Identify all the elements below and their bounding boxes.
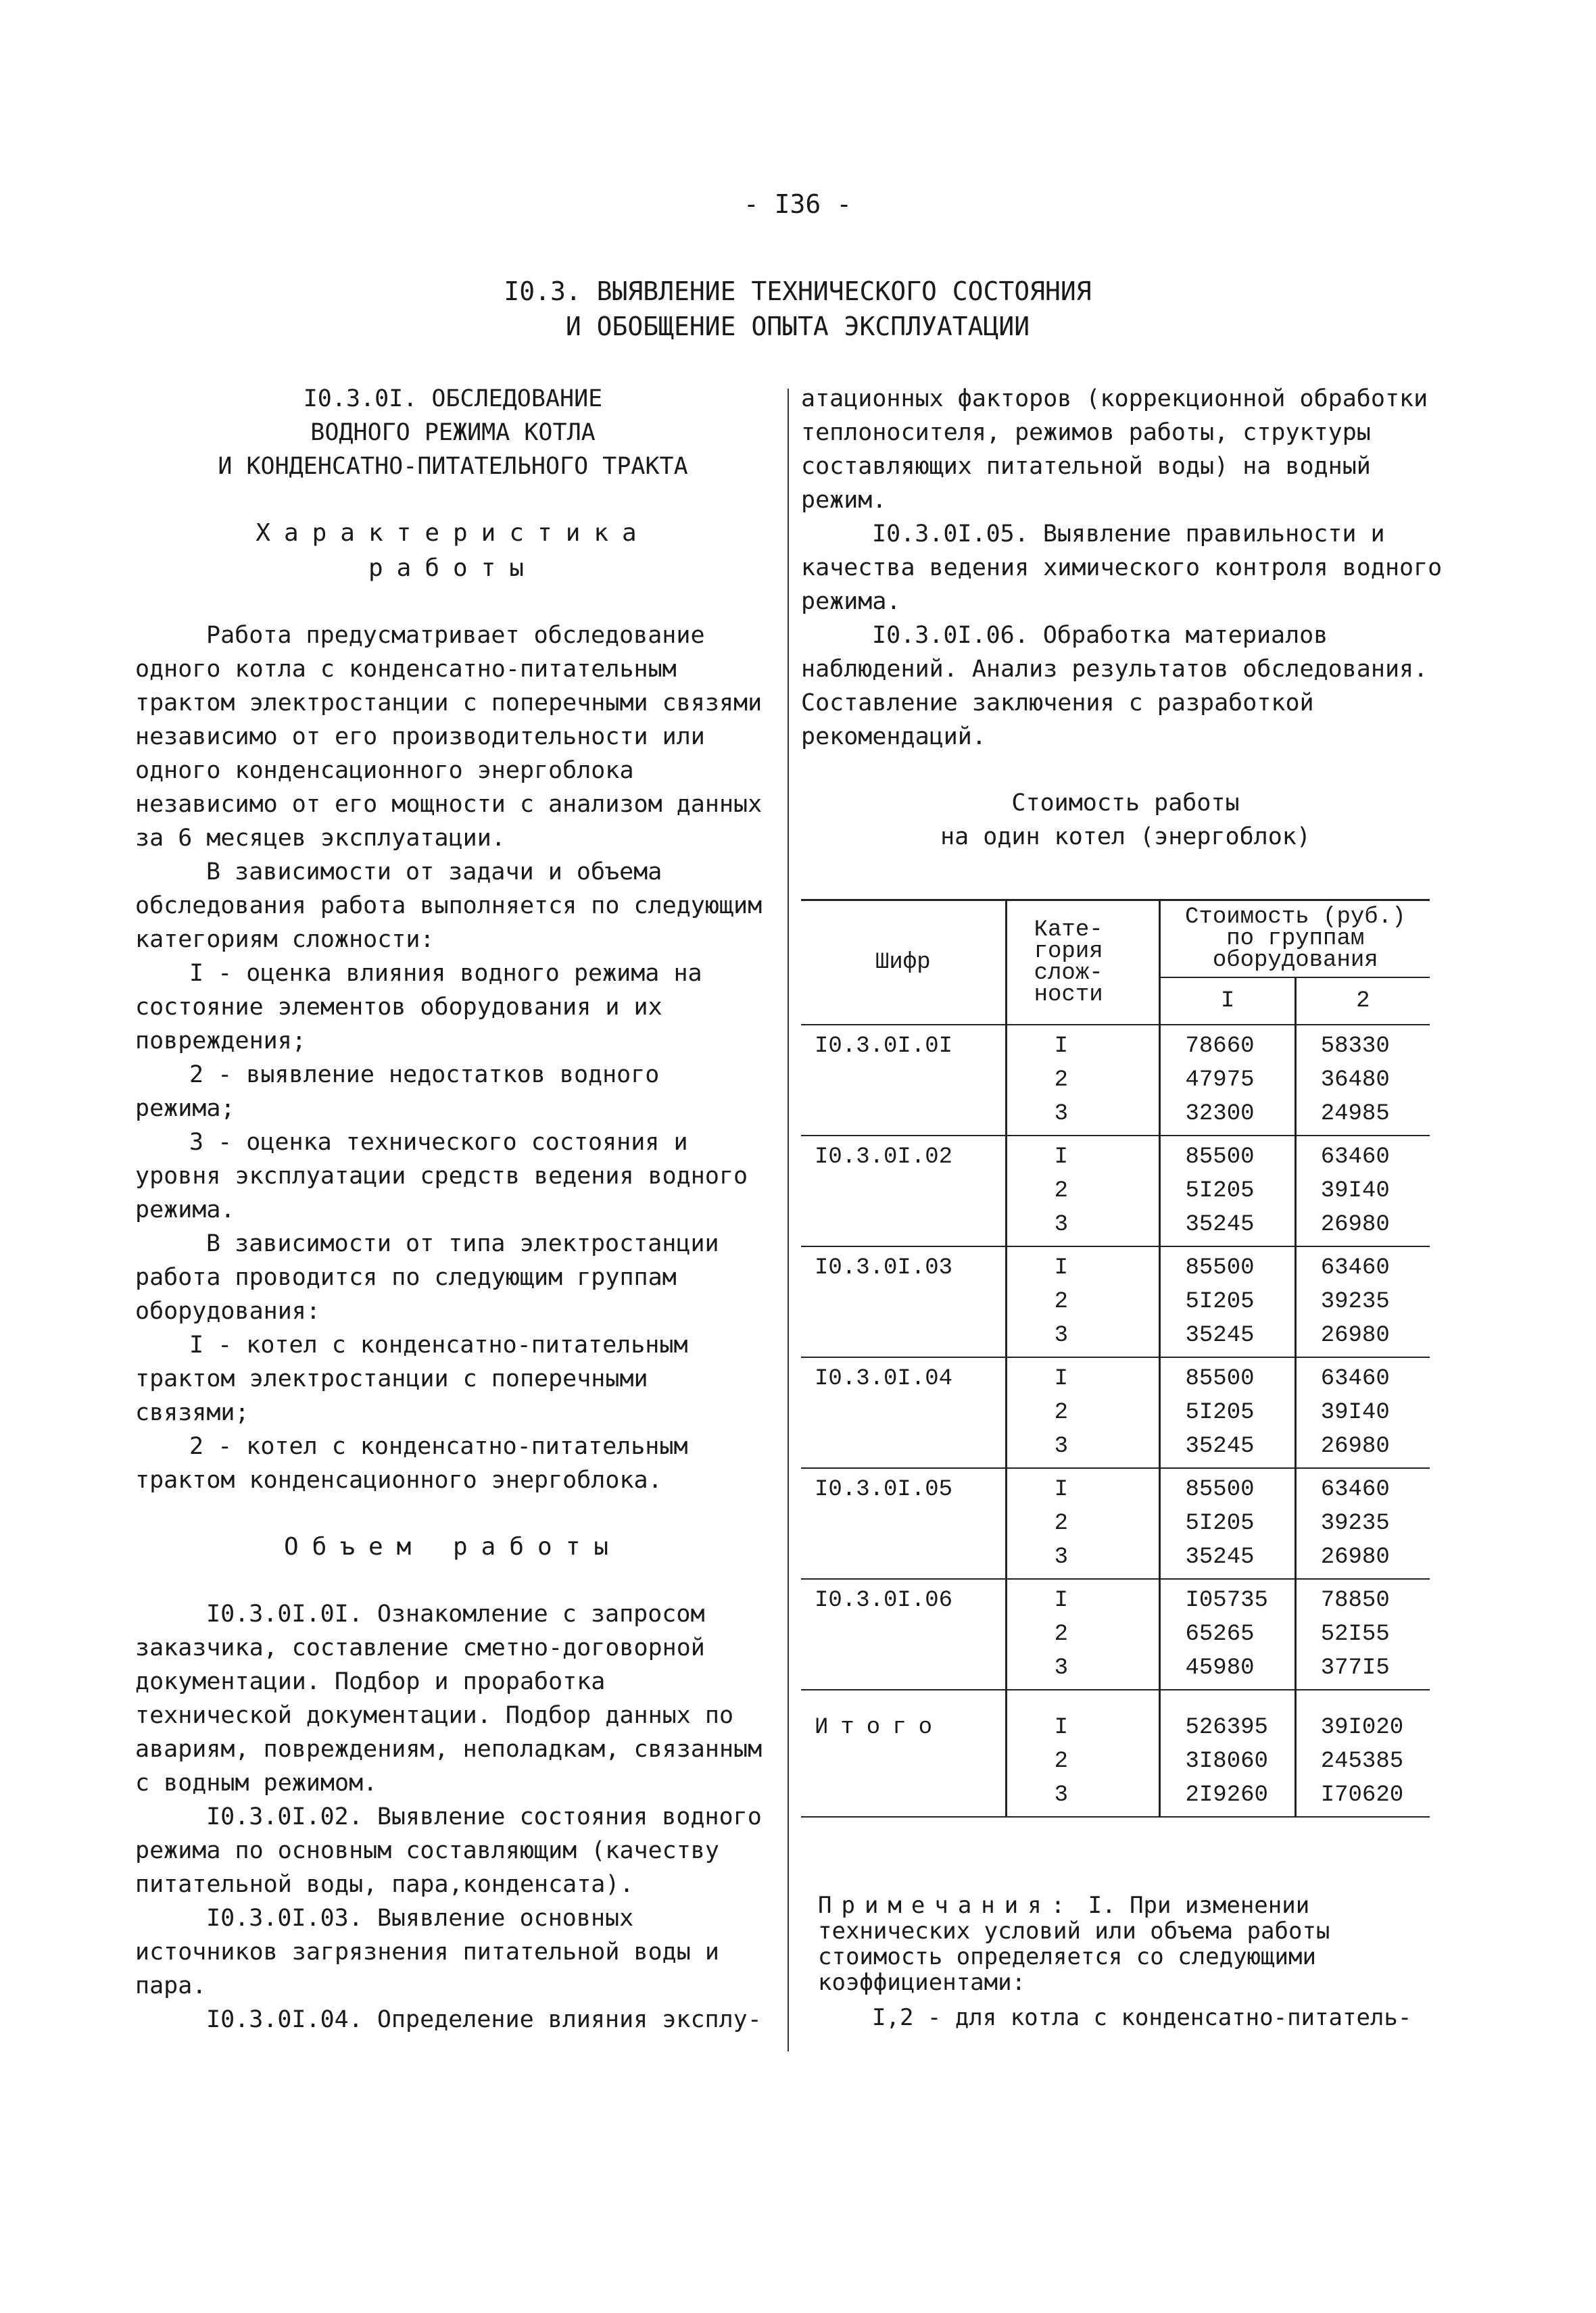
characteristics-heading-line-2: работы	[368, 554, 538, 582]
volume-item-01: I0.3.0I.0I. Ознакомление с запросом заказчика, составление сметно-договорной документации. Подбор и проработка технической документации. Подбор данных по авариям, повреждениям, неполадкам, связанным с водным режимом.	[135, 1601, 763, 1797]
row-code: I0.3.0I.06	[815, 1588, 953, 1613]
row-categories-value: 3	[1054, 1434, 1069, 1459]
paragraph-categories-intro: В зависимости от задачи и объема обследования работа выполняется по следующим категориям сложности:	[135, 858, 763, 953]
row-group-1-value: 32300	[1185, 1101, 1255, 1127]
row-categories-value: I	[1054, 1588, 1069, 1613]
row-group-2	[1295, 1579, 1430, 1690]
row-group-2-value: 245385	[1320, 1749, 1404, 1774]
row-categories	[1006, 1468, 1160, 1579]
row-group-1-value: 3I8060	[1185, 1749, 1268, 1774]
table-title-line-1: Стоимость работы	[1011, 789, 1240, 817]
row-categories-value: 3	[1054, 1544, 1069, 1570]
characteristics-heading	[135, 516, 771, 586]
row-group-1-value: 85500	[1185, 1144, 1255, 1170]
row-categories-value: I	[1054, 1715, 1069, 1740]
row-group-2-value: 78850	[1320, 1588, 1390, 1613]
category-item-1: I - оценка влияния водного режима на состояние элементов оборудования и их повреждения;	[135, 960, 702, 1054]
row-group-1	[1160, 1025, 1295, 1136]
page-number: - I36 -	[743, 189, 852, 219]
row-group-1-value: 5I205	[1185, 1289, 1255, 1315]
table-row	[801, 1357, 1430, 1468]
row-group-2-value: 26980	[1320, 1544, 1390, 1570]
row-categories-value: 3	[1054, 1323, 1069, 1348]
paragraph-scope: Работа предусматривает обследование одного котла с конденсатно-питательным трактом электростанции с поперечными связями независимо от его производительности или одного конденсационного энергоблока независимо от его мощности с анализом данных за 6 месяцев эксплуатации.	[135, 622, 763, 852]
row-group-2-value: 39I020	[1320, 1715, 1404, 1740]
row-group-1-value: 35245	[1185, 1212, 1255, 1238]
row-group-2-value: I70620	[1320, 1782, 1404, 1808]
right-column	[801, 382, 1450, 854]
row-code: I0.3.0I.05	[815, 1477, 953, 1503]
row-group-2-value: 39I40	[1320, 1178, 1390, 1204]
row-group-2-value: 26980	[1320, 1212, 1390, 1238]
table-body	[801, 1025, 1430, 1817]
row-group-2-value: 58330	[1320, 1033, 1390, 1059]
row-group-2-value: 63460	[1320, 1144, 1390, 1170]
continuation-text: атационных факторов (коррекционной обработки теплоносителя, режимов работы, структуры составляющих питательной воды) на водный режим.	[801, 385, 1428, 514]
row-group-1-value: 526395	[1185, 1715, 1268, 1740]
row-categories	[1006, 1357, 1160, 1468]
row-categories-value: 3	[1054, 1655, 1069, 1681]
row-group-1	[1160, 1357, 1295, 1468]
table-row	[801, 1579, 1430, 1690]
characteristics-heading-line-1: Характеристика	[256, 519, 650, 547]
row-group-2-value: 24985	[1320, 1101, 1390, 1127]
row-categories	[1006, 1690, 1160, 1817]
row-categories-value: 3	[1054, 1101, 1069, 1127]
row-group-1-value: 35245	[1185, 1434, 1255, 1459]
row-categories-value: 2	[1054, 1178, 1069, 1204]
cost-table	[801, 899, 1430, 1818]
row-group-1-value: 35245	[1185, 1544, 1255, 1570]
table-row	[801, 1468, 1430, 1579]
paragraph-groups-intro: В зависимости от типа электростанции работа проводится по следующим группам оборудования:	[135, 1230, 719, 1325]
table-title-line-2: на один котел (энергоблок)	[940, 823, 1311, 850]
row-group-1-value: 5I205	[1185, 1511, 1255, 1536]
table-row	[801, 1136, 1430, 1246]
row-group-2-value: 36480	[1320, 1067, 1390, 1093]
subsection-title	[135, 382, 771, 483]
row-group-2	[1295, 1357, 1430, 1468]
section-title	[324, 274, 1271, 344]
row-group-2	[1295, 1025, 1430, 1136]
row-categories-value: I	[1054, 1033, 1069, 1059]
row-group-1-value: 78660	[1185, 1033, 1255, 1059]
row-group-2-value: 39235	[1320, 1511, 1390, 1536]
row-categories-value: 2	[1054, 1067, 1069, 1093]
row-categories-value: 2	[1054, 1749, 1069, 1774]
subsection-title-line-3: И КОНДЕНСАТНО-ПИТАТЕЛЬНОГО ТРАКТА	[218, 453, 688, 480]
subsection-title-line-2: ВОДНОГО РЕЖИМА КОТЛА	[310, 419, 596, 446]
header-cost: Стоимость (руб.) по группам оборудования	[1160, 900, 1430, 978]
row-group-2-value: 39I40	[1320, 1400, 1390, 1426]
volume-item-03: I0.3.0I.03. Выявление основных источников загрязнения питательной воды и пара.	[135, 1905, 719, 1999]
table-row	[801, 1246, 1430, 1357]
row-categories	[1006, 1136, 1160, 1246]
row-group-2	[1295, 1690, 1430, 1817]
row-group-1	[1160, 1690, 1295, 1817]
row-group-1-value: 2I9260	[1185, 1782, 1268, 1808]
category-item-2: 2 - выявление недостатков водного режима;	[135, 1061, 660, 1122]
row-group-1-value: 85500	[1185, 1366, 1255, 1392]
table-title	[801, 786, 1450, 854]
row-group-1	[1160, 1468, 1295, 1579]
row-categories-value: 3	[1054, 1212, 1069, 1238]
header-group-1: I	[1160, 977, 1295, 1025]
row-group-1-value: 45980	[1185, 1655, 1255, 1681]
row-group-2	[1295, 1468, 1430, 1579]
row-code: I0.3.0I.02	[815, 1144, 953, 1170]
row-categories-value: 2	[1054, 1511, 1069, 1536]
volume-item-05: I0.3.0I.05. Выявление правильности и качества ведения химического контроля водного режима.	[801, 520, 1443, 615]
row-group-1-value: 65265	[1185, 1622, 1255, 1647]
note	[818, 1893, 1460, 2030]
group-item-2: 2 - котел с конденсатно-питательным трактом конденсационного энергоблока.	[135, 1433, 688, 1494]
row-code: I0.3.0I.04	[815, 1366, 953, 1392]
header-code: Шифр	[801, 900, 1006, 1025]
volume-item-06: I0.3.0I.06. Обработка материалов наблюдений. Анализ результатов обследования. Составление заключения с разработкой рекомендаций.	[801, 622, 1428, 750]
note-label: Примечания:	[818, 1892, 1075, 1919]
table-row	[801, 1690, 1430, 1817]
row-group-1	[1160, 1246, 1295, 1357]
row-categories-value: 2	[1054, 1289, 1069, 1315]
section-title-line-2: И ОБОБЩЕНИЕ ОПЫТА ЭКСПЛУАТАЦИИ	[565, 312, 1030, 341]
volume-item-04: I0.3.0I.04. Определение влияния эксплу-	[206, 2006, 762, 2033]
row-group-2-value: 52I55	[1320, 1622, 1390, 1647]
row-group-1-value: 5I205	[1185, 1178, 1255, 1204]
row-group-2-value: 26980	[1320, 1434, 1390, 1459]
row-group-2-value: 63460	[1320, 1366, 1390, 1392]
row-group-2-value: 39235	[1320, 1289, 1390, 1315]
row-code: I0.3.0I.03	[815, 1255, 953, 1281]
row-categories-value: I	[1054, 1477, 1069, 1503]
volume-heading: Объем работы	[283, 1533, 623, 1561]
row-group-1-value: 5I205	[1185, 1400, 1255, 1426]
row-group-2	[1295, 1246, 1430, 1357]
header-category: Кате- гория слож- ности	[1006, 900, 1160, 1025]
row-group-2-value: 377I5	[1320, 1655, 1390, 1681]
row-code: I0.3.0I.0I	[815, 1033, 953, 1059]
row-group-2-value: 63460	[1320, 1255, 1390, 1281]
table-row	[801, 1025, 1430, 1136]
note-text: I. При изменении технических условий или объема работы стоимость определяется со следующими коэффициентами:	[818, 1892, 1330, 1996]
row-group-1-value: 85500	[1185, 1477, 1255, 1503]
volume-item-02: I0.3.0I.02. Выявление состояния водного режима по основным составляющим (качеству питательной воды, пара,конденсата).	[135, 1803, 762, 1898]
left-column	[135, 382, 771, 2037]
row-group-1-value: 35245	[1185, 1323, 1255, 1348]
row-categories	[1006, 1579, 1160, 1690]
row-categories-value: I	[1054, 1255, 1069, 1281]
row-categories	[1006, 1246, 1160, 1357]
group-item-1: I - котел с конденсатно-питательным трактом электростанции с поперечными связями;	[135, 1332, 688, 1426]
category-item-3: 3 - оценка технического состояния и уровня эксплуатации средств ведения водного режима.	[135, 1129, 748, 1223]
column-divider	[788, 389, 789, 2051]
row-categories-value: I	[1054, 1366, 1069, 1392]
header-group-2: 2	[1295, 977, 1430, 1025]
row-categories	[1006, 1025, 1160, 1136]
row-code: Итого	[815, 1715, 945, 1740]
section-title-line-1: I0.3. ВЫЯВЛЕНИЕ ТЕХНИЧЕСКОГО СОСТОЯНИЯ	[504, 276, 1092, 306]
row-group-1	[1160, 1579, 1295, 1690]
row-group-1	[1160, 1136, 1295, 1246]
row-group-1-value: I05735	[1185, 1588, 1268, 1613]
note-line: I,2 - для котла с конденсатно-питатель-	[872, 2004, 1412, 2031]
row-categories-value: I	[1054, 1144, 1069, 1170]
row-group-1-value: 85500	[1185, 1255, 1255, 1281]
row-group-2	[1295, 1136, 1430, 1246]
row-group-1-value: 47975	[1185, 1067, 1255, 1093]
subsection-title-line-1: I0.3.0I. ОБСЛЕДОВАНИЕ	[303, 385, 603, 412]
row-categories-value: 2	[1054, 1622, 1069, 1647]
row-categories-value: 2	[1054, 1400, 1069, 1426]
row-group-2-value: 26980	[1320, 1323, 1390, 1348]
row-group-2-value: 63460	[1320, 1477, 1390, 1503]
row-categories-value: 3	[1054, 1782, 1069, 1808]
